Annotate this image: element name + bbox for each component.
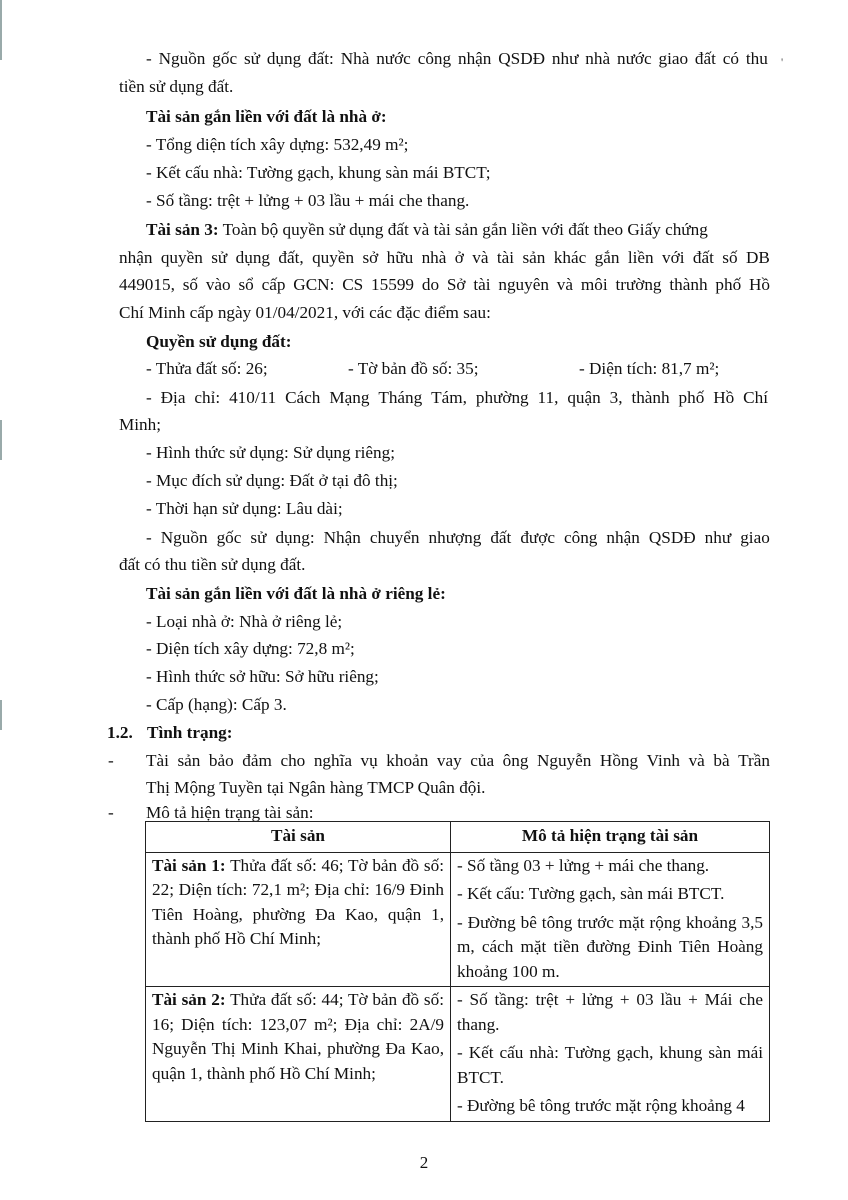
word: thu	[745, 49, 768, 68]
list-item: - Cấp (hạng): Cấp 3.	[146, 695, 287, 714]
word: gắn	[594, 248, 620, 267]
word: Chí	[743, 388, 768, 407]
scan-margin-mark	[0, 0, 2, 60]
word: được	[520, 528, 555, 547]
table-row	[146, 987, 770, 1122]
section-title: Tình trạng:	[147, 723, 233, 742]
word: Nhà	[340, 49, 370, 68]
paragraph-line: Chí Minh cấp ngày 01/04/2021, với các đặc điểm sau:	[119, 303, 491, 322]
description-cell	[451, 987, 770, 1122]
word: QSDĐ	[648, 528, 696, 547]
word: vụ	[360, 751, 378, 770]
word: vay	[436, 751, 462, 770]
word: khoản	[386, 751, 429, 770]
paragraph-line: tiền sử dụng đất.	[119, 77, 234, 96]
word: sản	[177, 751, 201, 770]
word: Tài	[146, 751, 169, 770]
paragraph-line	[119, 273, 770, 297]
word: cấp	[261, 275, 286, 294]
word: nước	[616, 49, 652, 68]
word: đất,	[278, 248, 304, 267]
word: quyền	[312, 248, 355, 267]
word: hữu	[386, 248, 414, 267]
word: Hồ	[713, 388, 735, 407]
word: dụng	[235, 248, 270, 267]
word: Tháng	[378, 388, 423, 407]
word: tài	[496, 248, 515, 267]
section-heading: Quyền sử dụng đất:	[146, 332, 292, 351]
word: DB	[745, 248, 770, 267]
asset-label: Tài sản 2:	[152, 990, 226, 1009]
word: với	[662, 248, 685, 267]
word: và	[472, 248, 489, 267]
description-line: - Số tầng: trệt + lửng + 03 lầu + Mái che thang.	[457, 990, 763, 1034]
word: Vinh	[646, 751, 681, 770]
word: QSDĐ	[498, 49, 546, 68]
table-header-row	[146, 822, 770, 853]
word: -	[146, 49, 152, 68]
word: cho	[280, 751, 306, 770]
word: công	[417, 49, 452, 68]
word: của	[470, 751, 495, 770]
word: tài	[473, 275, 491, 294]
list-item: - Thửa đất số: 26;	[146, 359, 268, 378]
description-line: - Đường bê tông trước mặt rộng khoảng 4	[457, 1096, 745, 1115]
word: chuyển	[369, 528, 420, 547]
word: sử	[211, 248, 228, 267]
paragraph-line: Thị Mộng Tuyền tại Ngân hàng TMCP Quân đội.	[146, 778, 486, 797]
word: nhà	[585, 49, 611, 68]
word: sổ	[238, 275, 254, 294]
table-header-cell: Mô tả hiện trạng tài sản	[451, 822, 770, 853]
word: như	[551, 49, 579, 68]
word: trường	[615, 275, 662, 294]
asset-text: Thửa đất số: 44; Tờ bản đồ số: 16; Diện tích: 123,07 m²; Địa chỉ: 2A/9 Nguyễn Thị Minh Khai, phường Đa Kao, quận 1, thành phố Hồ Chí Minh;	[152, 990, 444, 1083]
paragraph-line: Mô tả hiện trạng tài sản:	[146, 803, 314, 822]
description-line: - Kết cấu nhà: Tường gạch, khung sàn mái BTCT.	[457, 1043, 763, 1087]
description-cell	[451, 852, 770, 987]
paragraph-line	[146, 749, 770, 773]
description-line: - Đường bê tông trước mặt rộng khoảng 3,5 m, cách mặt tiền đường Đinh Tiên Hoàng khoảng 100 m.	[457, 912, 763, 981]
word: nhận	[457, 49, 492, 68]
word: Hồng	[599, 751, 639, 770]
section-heading: Tài sản gắn liền với đất là nhà ở riêng lẻ:	[146, 584, 446, 603]
word: -	[146, 528, 152, 547]
list-item: - Thời hạn sử dụng: Lâu dài;	[146, 499, 343, 518]
word: nhận	[119, 248, 153, 267]
word: công	[563, 528, 598, 547]
word: 3,	[609, 388, 623, 407]
word: Tám,	[431, 388, 467, 407]
word: bảo	[208, 751, 234, 770]
word: Hồ	[748, 275, 770, 294]
word: Nguồn	[160, 528, 208, 547]
word: Cách	[285, 388, 321, 407]
description-line: - Kết cấu: Tường gạch, sàn mái BTCT.	[457, 884, 725, 903]
scan-mark: '	[781, 55, 784, 69]
list-item: - Hình thức sở hữu: Sở hữu riêng;	[146, 667, 379, 686]
list-item: - Tổng diện tích xây dựng: 532,49 m²;	[146, 135, 409, 154]
word: và	[556, 275, 574, 294]
word: như	[704, 528, 732, 547]
word: Nguyễn	[536, 751, 592, 770]
word: CS	[342, 275, 364, 294]
scan-margin-mark	[0, 700, 2, 730]
word: nhượng	[428, 528, 482, 547]
word: phường	[475, 388, 529, 407]
word: dụng	[266, 49, 302, 68]
word: nhà	[421, 248, 447, 267]
word: ông	[502, 751, 529, 770]
word: Mạng	[329, 388, 370, 407]
word: sử	[250, 528, 267, 547]
word: gốc	[216, 528, 242, 547]
word: sử	[243, 49, 260, 68]
word: đất	[490, 528, 512, 547]
word: do	[421, 275, 440, 294]
word: số	[722, 248, 738, 267]
asset-cell	[146, 987, 451, 1122]
list-item: Minh;	[119, 415, 162, 434]
list-item: đất có thu tiền sử dụng đất.	[119, 555, 306, 574]
word: quyền	[160, 248, 203, 267]
word: và	[688, 751, 705, 770]
word: phố	[678, 388, 705, 407]
dash-bullet: -	[108, 751, 114, 770]
word: thành	[631, 388, 670, 407]
word: giao	[658, 49, 689, 68]
section-heading: Tài sản gắn liền với đất là nhà ở:	[146, 107, 387, 126]
word: quận	[567, 388, 601, 407]
word: đất	[692, 248, 714, 267]
asset-status-table	[145, 821, 770, 1122]
word: Nguồn	[158, 49, 206, 68]
word: vào	[205, 275, 231, 294]
asset-label: Tài sản 3:	[146, 220, 219, 239]
word: số	[182, 275, 198, 294]
text-line: Toàn bộ quyền sử dụng đất và tài sản gắn liền với đất theo Giấy chứng	[222, 220, 708, 239]
list-item: - Số tầng: trệt + lửng + 03 lầu + mái che thang.	[146, 191, 470, 210]
asset-text: Thửa đất số: 46; Tờ bản đồ số: 22; Diện tích: 72,1 m²; Địa chỉ: 16/9 Đinh Tiên Hoàng, phường Đa Kao, quận 1, thành phố Hồ Chí Minh;	[152, 855, 444, 948]
word: sở	[362, 248, 379, 267]
word: 15599	[371, 275, 415, 294]
list-item: - Hình thức sử dụng: Sử dụng riêng;	[146, 443, 395, 462]
list-item	[146, 386, 768, 410]
dash-bullet: -	[108, 803, 114, 822]
word: nguyên	[498, 275, 549, 294]
word: liền	[627, 248, 654, 267]
word: 410/11	[229, 388, 277, 407]
word: GCN:	[293, 275, 335, 294]
word: Địa	[160, 388, 186, 407]
asset-cell	[146, 852, 451, 987]
word: đất	[694, 49, 716, 68]
word: sản	[522, 248, 546, 267]
asset-label: Tài sản 1:	[152, 855, 226, 875]
word: nghĩa	[313, 751, 352, 770]
word: Nhận	[323, 528, 361, 547]
word: dụng:	[275, 528, 315, 547]
word: nhận	[606, 528, 640, 547]
word: Sở	[446, 275, 466, 294]
word: nước	[376, 49, 411, 68]
word: -	[146, 388, 152, 407]
list-item: - Kết cấu nhà: Tường gạch, khung sàn mái BTCT;	[146, 163, 491, 182]
table-header-cell: Tài sản	[146, 822, 451, 853]
word: 449015,	[119, 275, 175, 294]
word: 11,	[537, 388, 559, 407]
word: môi	[580, 275, 608, 294]
word: Trần	[738, 751, 770, 770]
list-item: - Mục đích sử dụng: Đất ở tại đô thị;	[146, 471, 398, 490]
list-item: - Loại nhà ở: Nhà ở riêng lẻ;	[146, 612, 343, 631]
paragraph-line	[146, 218, 770, 242]
paragraph-line	[119, 246, 770, 270]
paragraph-line	[146, 47, 768, 71]
word: khác	[553, 248, 587, 267]
section-number: 1.2.	[107, 723, 133, 742]
word: giao	[740, 528, 770, 547]
word: phố	[715, 275, 742, 294]
word: bà	[713, 751, 730, 770]
list-item: - Diện tích xây dựng: 72,8 m²;	[146, 639, 355, 658]
word: gốc	[212, 49, 238, 68]
page-number: 2	[419, 1153, 429, 1172]
word: chỉ:	[194, 388, 221, 407]
word: đất:	[308, 49, 334, 68]
list-item: - Diện tích: 81,7 m²;	[579, 359, 720, 378]
word: có	[722, 49, 740, 68]
list-item: - Tờ bản đồ số: 35;	[348, 359, 479, 378]
scan-margin-mark	[0, 420, 2, 460]
word: đảm	[242, 751, 272, 770]
table-row	[146, 852, 770, 987]
word: thành	[669, 275, 708, 294]
word: ở	[454, 248, 464, 267]
description-line: - Số tầng 03 + lửng + mái che thang.	[457, 855, 710, 875]
list-item	[146, 526, 770, 550]
